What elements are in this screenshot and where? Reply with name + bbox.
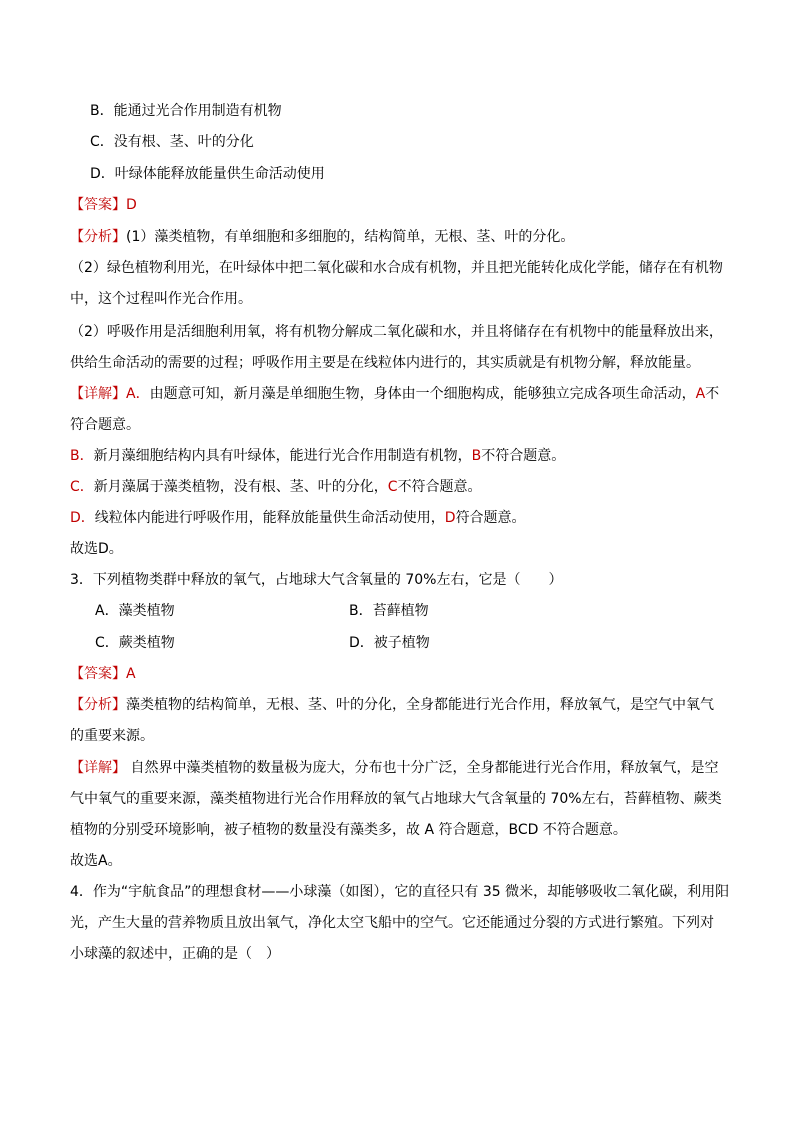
q3-conclusion: 故选A。 xyxy=(70,853,122,869)
detail-d-text: 线粒体内能进行呼吸作用，能释放能量供生命活动使用， xyxy=(94,510,445,526)
detail-d-head: D． xyxy=(70,510,95,526)
detail-a-text: 由题意可知，新月藻是单细胞生物，身体由一个细胞构成，能够独立完成各项生命活动， xyxy=(149,386,696,402)
q3-option-a: A．藻类植物 xyxy=(95,603,175,619)
q3-analysis-line2: 的重要来源。 xyxy=(70,728,154,744)
q2-detail-d xyxy=(70,508,526,528)
q3-option-c: C．蕨类植物 xyxy=(95,635,175,651)
q3-option-b: B．苔藓植物 xyxy=(349,603,429,619)
q2-analysis-p1 xyxy=(70,227,574,247)
q2-detail-c xyxy=(70,477,482,497)
answer-tag: 【答案】 xyxy=(70,666,126,682)
q2-option-b: B．能通过光合作用制造有机物 xyxy=(90,103,282,119)
q3-detail-line3: 植物的分别受环境影响，被子植物的数量没有藻类多，故 A 符合题意，BCD 不符合题意。 xyxy=(70,822,627,838)
detail-text: 自然界中藻类植物的数量极为庞大，分布也十分广泛，全身都能进行光合作用，释放氧气，是空 xyxy=(126,760,719,776)
detail-b-text: 新月藻细胞结构内具有叶绿体，能进行光合作用制造有机物， xyxy=(93,448,472,464)
q3-answer xyxy=(70,664,136,684)
q2-answer xyxy=(70,195,137,215)
q3-stem: 3．下列植物类群中释放的氧气，占地球大气含氧量的 70%左右，它是（ ） xyxy=(70,572,563,588)
q4-stem-line3: 小球藻的叙述中，正确的是（ ） xyxy=(70,946,280,962)
detail-b-head: B． xyxy=(70,448,94,464)
q2-option-c: C．没有根、茎、叶的分化 xyxy=(90,134,254,150)
detail-c-letter: C xyxy=(387,479,398,495)
detail-c-head: C． xyxy=(70,479,94,495)
analysis-text: 藻类植物的结构简单，无根、茎、叶的分化，全身都能进行光合作用，释放氧气，是空气中氧气 xyxy=(126,697,714,713)
q2-analysis-p3-line1: （2）呼吸作用是活细胞利用氧，将有机物分解成二氧化碳和水，并且将储存在有机物中的能量释放出来， xyxy=(70,324,723,340)
q2-conclusion: 故选D。 xyxy=(70,541,123,557)
q3-analysis-line1 xyxy=(70,695,714,715)
q2-analysis-p3-line2: 供给生命活动的需要的过程；呼吸作用主要是在线粒体内进行的，其实质就是有机物分解，释放能量。 xyxy=(70,355,700,371)
detail-d-end: 符合题意。 xyxy=(455,510,526,526)
q2-detail-a-line1 xyxy=(70,384,719,404)
detail-a-end: 不 xyxy=(705,386,720,402)
detail-tag: 【详解】 xyxy=(70,760,126,776)
q3-detail-line2: 气中氧气的重要来源，藻类植物进行光合作用释放的氧气占地球大气含氧量的 70%左右，苔藓植物、蕨类 xyxy=(70,791,722,807)
q4-stem-line1: 4．作为“宇航食品”的理想食材——小球藻（如图），它的直径只有 35 微米，却能够吸收二氧化碳，利用阳 xyxy=(70,884,730,900)
detail-c-end: 不符合题意。 xyxy=(397,479,482,495)
detail-b-letter: B xyxy=(471,448,482,464)
analysis-tag: 【分析】 xyxy=(70,229,126,245)
q3-option-d: D．被子植物 xyxy=(349,635,430,651)
q2-analysis-p2-line1: （2）绿色植物利用光，在叶绿体中把二氧化碳和水合成有机物，并且把光能转化成化学能，储存在有机物 xyxy=(70,260,723,276)
analysis-text: (1）藻类植物，有单细胞和多细胞的，结构简单，无根、茎、叶的分化。 xyxy=(126,229,575,245)
q2-detail-b xyxy=(70,446,565,466)
q2-analysis-p2-line2: 中，这个过程叫作光合作用。 xyxy=(70,291,252,307)
analysis-tag: 【分析】 xyxy=(70,697,126,713)
answer-tag: 【答案】 xyxy=(70,197,126,213)
q2-detail-a-line2: 符合题意。 xyxy=(70,417,140,433)
answer-value: D xyxy=(126,197,137,213)
detail-b-end: 不符合题意。 xyxy=(481,448,566,464)
detail-tag: 【详解】 xyxy=(70,386,126,402)
detail-a-letter: A xyxy=(695,386,706,402)
q3-detail-line1 xyxy=(70,758,718,778)
q2-option-d: D．叶绿体能释放能量供生命活动使用 xyxy=(90,166,325,182)
detail-a-head: A． xyxy=(126,386,150,402)
detail-c-text: 新月藻属于藻类植物，没有根、茎、叶的分化， xyxy=(93,479,388,495)
answer-value: A xyxy=(126,666,136,682)
detail-d-letter: D xyxy=(444,510,456,526)
q4-stem-line2: 光，产生大量的营养物质且放出氧气，净化太空飞船中的空气。它还能通过分裂的方式进行繁殖。下列对 xyxy=(70,915,714,931)
